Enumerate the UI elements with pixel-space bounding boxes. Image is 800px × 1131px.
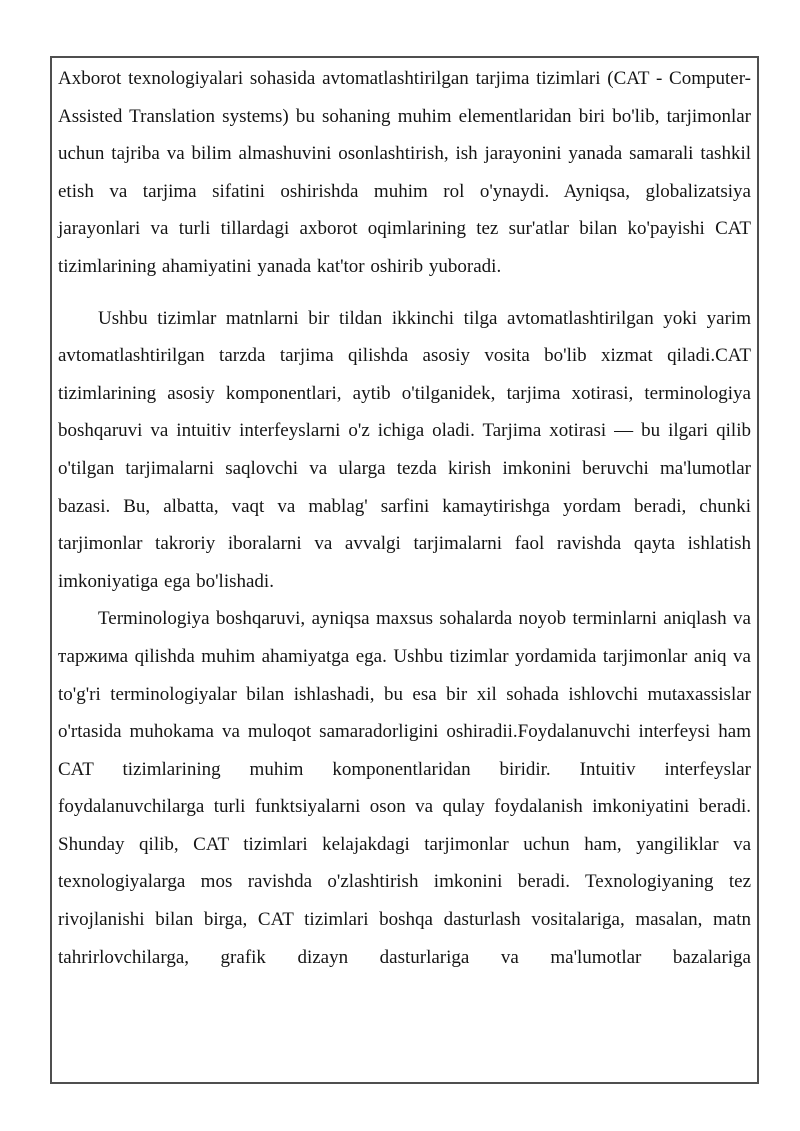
paragraph-intro: Axborot texnologiyalari sohasida avtomatlashtirilgan tarjima tizimlari (CAT - Computer-Assisted Translation systems) bu sohaning muhim elementlaridan biri bo'lib, tarjimonlar uchun tajriba va bilim almashuvini osonlashtirish, ish jarayonini yanada samarali tashkil etish va tarjima sifatini oshirishda muhim rol o'ynaydi. Ayniqsa, globalizatsiya jarayonlari va turli tillardagi axborot oqimlarining tez sur'atlar bilan ko'payishi CAT tizimlarining ahamiyatini yanada kat'tor oshirib yuboradi.: [58, 68, 751, 277]
text-frame: [50, 56, 759, 1084]
paragraph-terminology: Terminologiya boshqaruvi, ayniqsa maxsus sohalarda noyob terminlarni aniqlash va таржима qilishda muhim ahamiyatga ega. Ushbu tizimlar yordamida tarjimonlar aniq va to'g'ri terminologiyalar bilan ishlashadi, bu esa bir xil sohada ishlovchi mutaxassislar o'rtasida muhokama va muloqot samaradorligini oshiradii.Foydalanuvchi interfeysi ham CAT tizimlarining muhim komponentlaridan biridir. Intuitiv interfeyslar foydalanuvchilarga turli funktsiyalarni oson va qulay foydalanish imkoniyatini beradi. Shunday qilib, CAT tizimlari kelajakdagi tarjimonlar uchun ham, yangiliklar va texnologiyalarga mos ravishda o'zlashtirish imkonini beradi. Texnologiyaning tez rivojlanishi bilan birga, CAT tizimlari boshqa dasturlash vositalariga, masalan, matn tahrirlovchilarga, grafik dizayn dasturlariga va ma'lumotlar bazalariga: [58, 608, 751, 968]
paragraph-systems: Ushbu tizimlar matnlarni bir tildan ikkinchi tilga avtomatlashtirilgan yoki yarim avtomatlashtirilgan tarzda tarjima qilishda asosiy vosita bo'lib xizmat qiladi.CAT tizimlarining asosiy komponentlari, aytib o'tilganidek, tarjima xotirasi, terminologiya boshqaruvi va intuitiv interfeyslarni o'z ichiga oladi. Tarjima xotirasi — bu ilgari qilib o'tilgan tarjimalarni saqlovchi va ularga tezda kirish imkonini beruvchi ma'lumotlar bazasi. Bu, albatta, vaqt va mablag' sarfini kamaytirishga yordam beradi, chunki tarjimonlar takroriy iboralarni va avvalgi tarjimalarni faol ravishda qayta ishlatish imkoniyatiga ega bo'lishadi.: [58, 307, 751, 592]
